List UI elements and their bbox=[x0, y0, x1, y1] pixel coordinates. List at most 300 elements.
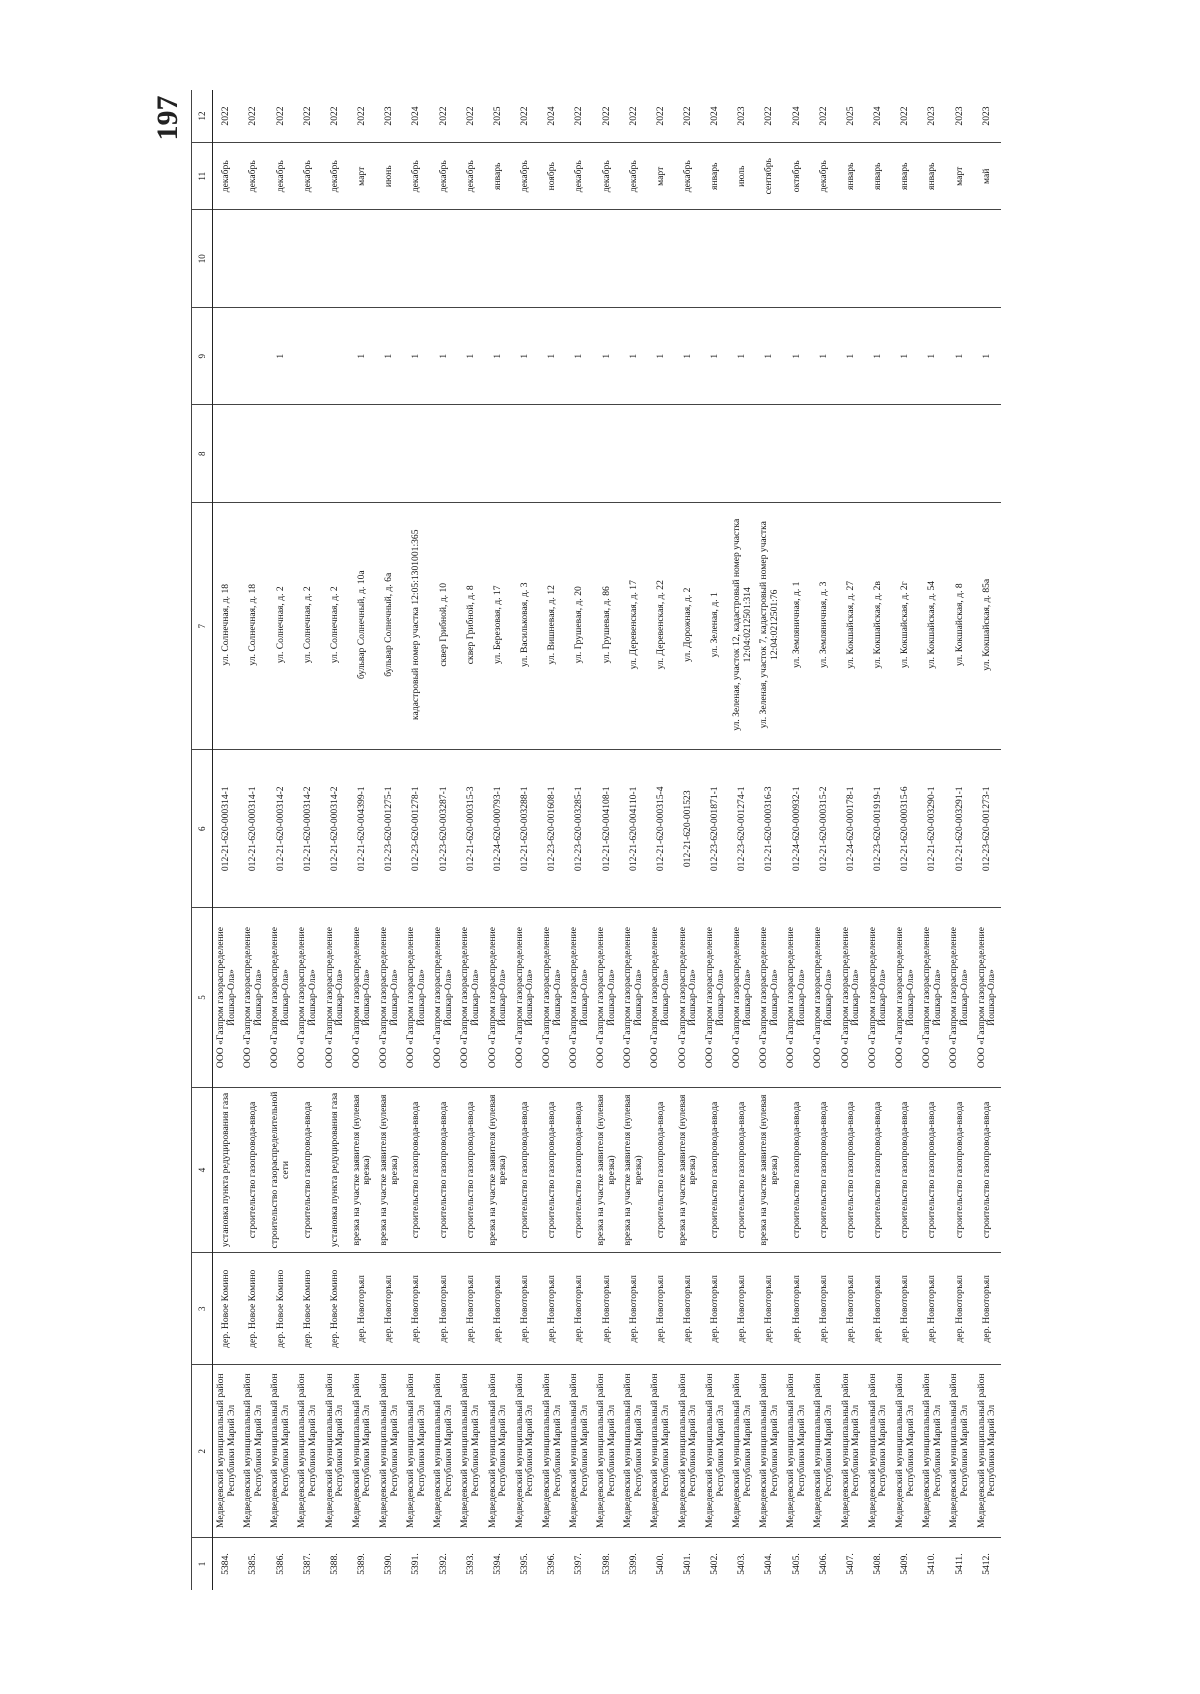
cell-year: 2022 bbox=[811, 90, 838, 143]
cell-col-10 bbox=[485, 210, 512, 308]
cell-year: 2023 bbox=[919, 90, 946, 143]
cell-district: Медведевский муниципальный район Республики Марий Эл bbox=[430, 1365, 457, 1538]
cell-month: январь bbox=[838, 143, 865, 211]
cell-year: 2022 bbox=[566, 90, 593, 143]
table-row bbox=[240, 90, 267, 1590]
cell-col-10 bbox=[322, 210, 349, 308]
cell-application-number: 012-23-620-001871-1 bbox=[702, 750, 729, 908]
cell-col-10 bbox=[566, 210, 593, 308]
cell-application-number: 012-24-620-000932-1 bbox=[783, 750, 810, 908]
cell-application-number: 012-21-620-003290-1 bbox=[919, 750, 946, 908]
cell-organization: ООО «Газпром газораспределение Йошкар-Ола» bbox=[458, 908, 485, 1088]
cell-organization: ООО «Газпром газораспределение Йошкар-Ола» bbox=[349, 908, 376, 1088]
table-row bbox=[322, 90, 349, 1590]
cell-organization: ООО «Газпром газораспределение Йошкар-Ола» bbox=[376, 908, 403, 1088]
cell-district: Медведевский муниципальный район Республики Марий Эл bbox=[267, 1365, 294, 1538]
cell-organization: ООО «Газпром газораспределение Йошкар-Ола» bbox=[974, 908, 1002, 1088]
cell-year: 2023 bbox=[729, 90, 756, 143]
cell-work-type: строительство газопровода-ввода bbox=[729, 1088, 756, 1253]
cell-work-type: строительство газопровода-ввода bbox=[946, 1088, 973, 1253]
cell-year: 2024 bbox=[783, 90, 810, 143]
cell-work-type: врезка на участке заявителя (нулевая врезка) bbox=[620, 1088, 647, 1253]
cell-organization: ООО «Газпром газораспределение Йошкар-Ола» bbox=[512, 908, 539, 1088]
cell-col-10 bbox=[756, 210, 783, 308]
cell-year: 2022 bbox=[593, 90, 620, 143]
cell-col-9: 1 bbox=[974, 308, 1002, 406]
cell-col-8 bbox=[783, 405, 810, 503]
cell-col-9: 1 bbox=[403, 308, 430, 406]
cell-address: кадастровый номер участка 12:05:1301001:365 bbox=[403, 503, 430, 751]
cell-settlement: дер. Новоторъял bbox=[539, 1253, 566, 1366]
cell-settlement: дер. Новоторъял bbox=[593, 1253, 620, 1366]
cell-settlement: дер. Новоторъял bbox=[566, 1253, 593, 1366]
cell-col-10 bbox=[620, 210, 647, 308]
cell-address: ул. Солнечная, д. 2 bbox=[322, 503, 349, 751]
cell-address: сквер Грибной, д. 8 bbox=[458, 503, 485, 751]
cell-organization: ООО «Газпром газораспределение Йошкар-Ола» bbox=[593, 908, 620, 1088]
cell-district: Медведевский муниципальный район Республики Марий Эл bbox=[539, 1365, 566, 1538]
cell-col-8 bbox=[729, 405, 756, 503]
cell-month: декабрь bbox=[213, 143, 241, 211]
cell-row-number: 5400. bbox=[654, 1553, 666, 1575]
cell-address: ул. Грушевая, д. 20 bbox=[566, 503, 593, 751]
cell-col-10 bbox=[865, 210, 892, 308]
cell-col-10 bbox=[213, 210, 241, 308]
cell-year: 2024 bbox=[865, 90, 892, 143]
cell-col-10 bbox=[675, 210, 702, 308]
cell-address: ул. Васильковая, д. 3 bbox=[512, 503, 539, 751]
cell-work-type: строительство газопровода-ввода bbox=[430, 1088, 457, 1253]
cell-address: бульвар Солнечный, д. 10а bbox=[349, 503, 376, 751]
cell-year: 2022 bbox=[322, 90, 349, 143]
cell-application-number: 012-21-620-003288-1 bbox=[512, 750, 539, 908]
table-row bbox=[267, 90, 294, 1590]
cell-month: январь bbox=[892, 143, 919, 211]
cell-organization: ООО «Газпром газораспределение Йошкар-Ола» bbox=[838, 908, 865, 1088]
cell-col-10 bbox=[974, 210, 1002, 308]
table-row bbox=[783, 90, 810, 1590]
cell-settlement: дер. Новоторъял bbox=[349, 1253, 376, 1366]
cell-year: 2022 bbox=[675, 90, 702, 143]
table-row bbox=[892, 90, 919, 1590]
cell-work-type: врезка на участке заявителя (нулевая врезка) bbox=[756, 1088, 783, 1253]
cell-col-9: 1 bbox=[648, 308, 675, 406]
cell-settlement: дер. Новое Комино bbox=[322, 1253, 349, 1366]
cell-district: Медведевский муниципальный район Республики Марий Эл bbox=[946, 1365, 973, 1538]
cell-year: 2022 bbox=[648, 90, 675, 143]
cell-district: Медведевский муниципальный район Республики Марий Эл bbox=[675, 1365, 702, 1538]
cell-application-number: 012-23-620-003287-1 bbox=[430, 750, 457, 908]
cell-work-type: строительство газопровода-ввода bbox=[403, 1088, 430, 1253]
header-cell: 2 bbox=[192, 1365, 213, 1538]
table-body bbox=[192, 90, 1002, 1590]
table-row bbox=[512, 90, 539, 1590]
cell-settlement: дер. Новоторъял bbox=[865, 1253, 892, 1366]
cell-organization: ООО «Газпром газораспределение Йошкар-Ола» bbox=[892, 908, 919, 1088]
cell-address: ул. Солнечная, д. 2 bbox=[267, 503, 294, 751]
cell-organization: ООО «Газпром газораспределение Йошкар-Ола» bbox=[240, 908, 267, 1088]
cell-settlement: дер. Новоторъял bbox=[729, 1253, 756, 1366]
cell-col-8 bbox=[430, 405, 457, 503]
cell-month: январь bbox=[485, 143, 512, 211]
cell-address: ул. Солнечная, д. 2 bbox=[295, 503, 322, 751]
cell-col-8 bbox=[267, 405, 294, 503]
cell-row-number: 5406. bbox=[817, 1553, 829, 1575]
cell-col-9: 1 bbox=[349, 308, 376, 406]
cell-row-number: 5396. bbox=[546, 1553, 558, 1575]
cell-row-number: 5386. bbox=[274, 1553, 286, 1575]
cell-month: январь bbox=[702, 143, 729, 211]
cell-settlement: дер. Новоторъял bbox=[702, 1253, 729, 1366]
cell-col-9: 1 bbox=[620, 308, 647, 406]
cell-settlement: дер. Новоторъял bbox=[892, 1253, 919, 1366]
cell-organization: ООО «Газпром газораспределение Йошкар-Ола» bbox=[756, 908, 783, 1088]
cell-month: март bbox=[946, 143, 973, 211]
cell-address: ул. Земляничная, д. 1 bbox=[783, 503, 810, 751]
cell-col-9: 1 bbox=[485, 308, 512, 406]
cell-address: ул. Зеленая, участок 7, кадастровый номер участка 12:04:0212501:76 bbox=[756, 503, 783, 751]
cell-month: декабрь bbox=[267, 143, 294, 211]
cell-organization: ООО «Газпром газораспределение Йошкар-Ола» bbox=[919, 908, 946, 1088]
table-row bbox=[295, 90, 322, 1590]
table-row bbox=[403, 90, 430, 1590]
header-cell: 1 bbox=[192, 1538, 213, 1591]
cell-row-number: 5402. bbox=[709, 1553, 721, 1575]
cell-settlement: дер. Новоторъял bbox=[838, 1253, 865, 1366]
cell-district: Медведевский муниципальный район Республики Марий Эл bbox=[485, 1365, 512, 1538]
table-row bbox=[376, 90, 403, 1590]
cell-district: Медведевский муниципальный район Республики Марий Эл bbox=[295, 1365, 322, 1538]
cell-month: декабрь bbox=[675, 143, 702, 211]
cell-month: декабрь bbox=[458, 143, 485, 211]
cell-work-type: строительство газопровода-ввода bbox=[892, 1088, 919, 1253]
cell-col-8 bbox=[756, 405, 783, 503]
cell-col-9: 1 bbox=[838, 308, 865, 406]
cell-organization: ООО «Газпром газораспределение Йошкар-Ола» bbox=[566, 908, 593, 1088]
cell-year: 2022 bbox=[512, 90, 539, 143]
cell-col-8 bbox=[919, 405, 946, 503]
cell-organization: ООО «Газпром газораспределение Йошкар-Ола» bbox=[267, 908, 294, 1088]
cell-row-number: 5397. bbox=[573, 1553, 585, 1575]
cell-col-9: 1 bbox=[566, 308, 593, 406]
cell-col-8 bbox=[675, 405, 702, 503]
cell-month: ноябрь bbox=[539, 143, 566, 211]
cell-district: Медведевский муниципальный район Республики Марий Эл bbox=[756, 1365, 783, 1538]
header-cell: 6 bbox=[192, 750, 213, 908]
cell-work-type: строительство газопровода-ввода bbox=[240, 1088, 267, 1253]
cell-col-10 bbox=[729, 210, 756, 308]
header-cell: 3 bbox=[192, 1253, 213, 1366]
cell-col-8 bbox=[322, 405, 349, 503]
cell-address: ул. Кокшайская, д. 54 bbox=[919, 503, 946, 751]
cell-col-9: 1 bbox=[458, 308, 485, 406]
cell-col-8 bbox=[566, 405, 593, 503]
cell-organization: ООО «Газпром газораспределение Йошкар-Ола» bbox=[702, 908, 729, 1088]
cell-settlement: дер. Новоторъял bbox=[946, 1253, 973, 1366]
cell-work-type: установка пункта редуцирования газа bbox=[213, 1088, 241, 1253]
cell-application-number: 012-21-620-000314-1 bbox=[240, 750, 267, 908]
cell-month: июль bbox=[729, 143, 756, 211]
cell-month: март bbox=[648, 143, 675, 211]
cell-month: декабрь bbox=[295, 143, 322, 211]
table-row bbox=[458, 90, 485, 1590]
cell-settlement: дер. Новоторъял bbox=[783, 1253, 810, 1366]
table-row bbox=[430, 90, 457, 1590]
header-cell: 11 bbox=[192, 143, 213, 211]
cell-col-8 bbox=[974, 405, 1002, 503]
cell-application-number: 012-21-620-004110-1 bbox=[620, 750, 647, 908]
table-row bbox=[729, 90, 756, 1590]
cell-row-number: 5407. bbox=[844, 1553, 856, 1575]
cell-col-9: 1 bbox=[702, 308, 729, 406]
cell-row-number: 5391. bbox=[410, 1553, 422, 1575]
header-cell: 8 bbox=[192, 405, 213, 503]
table-row bbox=[566, 90, 593, 1590]
cell-month: декабрь bbox=[811, 143, 838, 211]
cell-month: декабрь bbox=[566, 143, 593, 211]
cell-col-8 bbox=[648, 405, 675, 503]
cell-organization: ООО «Газпром газораспределение Йошкар-Ола» bbox=[213, 908, 241, 1088]
cell-district: Медведевский муниципальный район Республики Марий Эл bbox=[349, 1365, 376, 1538]
cell-district: Медведевский муниципальный район Республики Марий Эл bbox=[811, 1365, 838, 1538]
cell-col-10 bbox=[512, 210, 539, 308]
cell-organization: ООО «Газпром газораспределение Йошкар-Ола» bbox=[322, 908, 349, 1088]
cell-application-number: 012-23-620-001278-1 bbox=[403, 750, 430, 908]
cell-work-type: врезка на участке заявителя (нулевая врезка) bbox=[485, 1088, 512, 1253]
cell-col-8 bbox=[702, 405, 729, 503]
cell-col-9 bbox=[295, 308, 322, 406]
cell-col-9: 1 bbox=[729, 308, 756, 406]
cell-settlement: дер. Новоторъял bbox=[620, 1253, 647, 1366]
cell-application-number: 012-21-620-000314-1 bbox=[213, 750, 241, 908]
cell-district: Медведевский муниципальный район Республики Марий Эл bbox=[322, 1365, 349, 1538]
cell-organization: ООО «Газпром газораспределение Йошкар-Ола» bbox=[620, 908, 647, 1088]
table-row bbox=[946, 90, 973, 1590]
cell-month: май bbox=[974, 143, 1002, 211]
cell-address: ул. Кокшайская, д. 27 bbox=[838, 503, 865, 751]
cell-work-type: строительство газопровода-ввода bbox=[566, 1088, 593, 1253]
cell-year: 2025 bbox=[838, 90, 865, 143]
cell-row-number: 5408. bbox=[872, 1553, 884, 1575]
cell-work-type: строительство газопровода-ввода bbox=[783, 1088, 810, 1253]
cell-application-number: 012-21-620-000315-4 bbox=[648, 750, 675, 908]
cell-work-type: врезка на участке заявителя (нулевая врезка) bbox=[376, 1088, 403, 1253]
cell-settlement: дер. Новоторъял bbox=[485, 1253, 512, 1366]
cell-col-10 bbox=[295, 210, 322, 308]
cell-year: 2022 bbox=[349, 90, 376, 143]
cell-row-number: 5403. bbox=[736, 1553, 748, 1575]
cell-row-number: 5398. bbox=[600, 1553, 612, 1575]
cell-col-10 bbox=[919, 210, 946, 308]
cell-row-number: 5395. bbox=[519, 1553, 531, 1575]
cell-col-10 bbox=[783, 210, 810, 308]
cell-year: 2024 bbox=[403, 90, 430, 143]
cell-col-9: 1 bbox=[675, 308, 702, 406]
table-row bbox=[485, 90, 512, 1590]
cell-work-type: врезка на участке заявителя (нулевая врезка) bbox=[349, 1088, 376, 1253]
cell-col-10 bbox=[811, 210, 838, 308]
cell-address: ул. Кокшайская, д. 2г bbox=[892, 503, 919, 751]
cell-settlement: дер. Новое Комино bbox=[213, 1253, 241, 1366]
cell-col-8 bbox=[865, 405, 892, 503]
table-row bbox=[675, 90, 702, 1590]
cell-row-number: 5410. bbox=[926, 1553, 938, 1575]
cell-settlement: дер. Новоторъял bbox=[974, 1253, 1002, 1366]
cell-month: декабрь bbox=[593, 143, 620, 211]
cell-month: январь bbox=[865, 143, 892, 211]
cell-district: Медведевский муниципальный район Республики Марий Эл bbox=[240, 1365, 267, 1538]
cell-work-type: строительство газопровода-ввода bbox=[865, 1088, 892, 1253]
rotated-table-container bbox=[191, 90, 1001, 1590]
cell-address: ул. Зеленая, д. 1 bbox=[702, 503, 729, 751]
cell-year: 2023 bbox=[946, 90, 973, 143]
cell-settlement: дер. Новоторъял bbox=[430, 1253, 457, 1366]
cell-col-8 bbox=[376, 405, 403, 503]
table-row bbox=[974, 90, 1002, 1590]
cell-organization: ООО «Газпром газораспределение Йошкар-Ола» bbox=[403, 908, 430, 1088]
cell-col-10 bbox=[539, 210, 566, 308]
cell-application-number: 012-23-620-001919-1 bbox=[865, 750, 892, 908]
cell-application-number: 012-21-620-000315-6 bbox=[892, 750, 919, 908]
cell-col-8 bbox=[946, 405, 973, 503]
cell-col-10 bbox=[838, 210, 865, 308]
header-cell: 9 bbox=[192, 308, 213, 406]
cell-district: Медведевский муниципальный район Республики Марий Эл bbox=[458, 1365, 485, 1538]
cell-col-10 bbox=[702, 210, 729, 308]
cell-work-type: строительство газопровода-ввода bbox=[838, 1088, 865, 1253]
cell-col-10 bbox=[267, 210, 294, 308]
cell-application-number: 012-23-620-001608-1 bbox=[539, 750, 566, 908]
cell-address: ул. Деревенская, д. 17 bbox=[620, 503, 647, 751]
cell-row-number: 5389. bbox=[356, 1553, 368, 1575]
header-cell: 5 bbox=[192, 908, 213, 1088]
cell-district: Медведевский муниципальный район Республики Марий Эл bbox=[919, 1365, 946, 1538]
cell-col-8 bbox=[811, 405, 838, 503]
cell-year: 2024 bbox=[702, 90, 729, 143]
cell-work-type: строительство газопровода-ввода bbox=[295, 1088, 322, 1253]
cell-organization: ООО «Газпром газораспределение Йошкар-Ола» bbox=[485, 908, 512, 1088]
cell-col-8 bbox=[892, 405, 919, 503]
cell-year: 2023 bbox=[974, 90, 1002, 143]
cell-row-number: 5394. bbox=[491, 1553, 503, 1575]
cell-col-10 bbox=[593, 210, 620, 308]
cell-application-number: 012-24-620-000793-1 bbox=[485, 750, 512, 908]
table-row bbox=[648, 90, 675, 1590]
cell-address: бульвар Солнечный, д. 6а bbox=[376, 503, 403, 751]
cell-application-number: 012-21-620-000314-2 bbox=[322, 750, 349, 908]
cell-application-number: 012-21-620-001523 bbox=[675, 750, 702, 908]
cell-row-number: 5401. bbox=[681, 1553, 693, 1575]
cell-col-9: 1 bbox=[593, 308, 620, 406]
cell-col-8 bbox=[349, 405, 376, 503]
cell-month: декабрь bbox=[322, 143, 349, 211]
cell-row-number: 5405. bbox=[790, 1553, 802, 1575]
cell-col-8 bbox=[458, 405, 485, 503]
cell-col-9: 1 bbox=[919, 308, 946, 406]
cell-work-type: врезка на участке заявителя (нулевая врезка) bbox=[675, 1088, 702, 1253]
cell-district: Медведевский муниципальный район Республики Марий Эл bbox=[783, 1365, 810, 1538]
cell-col-8 bbox=[240, 405, 267, 503]
table-header-row bbox=[192, 90, 213, 1590]
cell-work-type: строительство газопровода-ввода bbox=[648, 1088, 675, 1253]
cell-year: 2022 bbox=[620, 90, 647, 143]
cell-application-number: 012-21-620-004108-1 bbox=[593, 750, 620, 908]
cell-col-8 bbox=[213, 405, 241, 503]
cell-col-9: 1 bbox=[267, 308, 294, 406]
cell-col-9: 1 bbox=[865, 308, 892, 406]
cell-address: ул. Вишневая, д. 12 bbox=[539, 503, 566, 751]
cell-year: 2022 bbox=[430, 90, 457, 143]
cell-work-type: строительство газопровода-ввода bbox=[974, 1088, 1002, 1253]
cell-settlement: дер. Новоторъял bbox=[675, 1253, 702, 1366]
cell-district: Медведевский муниципальный район Республики Марий Эл bbox=[593, 1365, 620, 1538]
cell-work-type: строительство газопровода-ввода bbox=[919, 1088, 946, 1253]
cell-application-number: 012-21-620-004399-1 bbox=[349, 750, 376, 908]
cell-col-10 bbox=[349, 210, 376, 308]
cell-settlement: дер. Новое Комино bbox=[267, 1253, 294, 1366]
cell-district: Медведевский муниципальный район Республики Марий Эл bbox=[702, 1365, 729, 1538]
cell-row-number: 5411. bbox=[953, 1553, 965, 1575]
cell-month: июнь bbox=[376, 143, 403, 211]
cell-month: декабрь bbox=[240, 143, 267, 211]
cell-address: ул. Солнечная, д. 18 bbox=[240, 503, 267, 751]
cell-year: 2022 bbox=[756, 90, 783, 143]
cell-district: Медведевский муниципальный район Республики Марий Эл bbox=[648, 1365, 675, 1538]
cell-col-9: 1 bbox=[892, 308, 919, 406]
cell-settlement: дер. Новоторъял bbox=[376, 1253, 403, 1366]
cell-col-9 bbox=[213, 308, 241, 406]
cell-organization: ООО «Газпром газораспределение Йошкар-Ола» bbox=[783, 908, 810, 1088]
cell-address: ул. Солнечная, д. 18 bbox=[213, 503, 241, 751]
cell-organization: ООО «Газпром газораспределение Йошкар-Ола» bbox=[729, 908, 756, 1088]
cell-address: ул. Кокшайская, д. 2в bbox=[865, 503, 892, 751]
cell-application-number: 012-21-620-000315-3 bbox=[458, 750, 485, 908]
cell-row-number: 5409. bbox=[899, 1553, 911, 1575]
cell-application-number: 012-21-620-000314-2 bbox=[295, 750, 322, 908]
cell-address: ул. Березовая, д. 17 bbox=[485, 503, 512, 751]
table-row bbox=[811, 90, 838, 1590]
cell-district: Медведевский муниципальный район Республики Марий Эл bbox=[403, 1365, 430, 1538]
cell-col-9: 1 bbox=[756, 308, 783, 406]
cell-work-type: строительство газораспределительной сети bbox=[267, 1088, 294, 1253]
cell-settlement: дер. Новоторъял bbox=[919, 1253, 946, 1366]
cell-col-10 bbox=[648, 210, 675, 308]
cell-row-number: 5384. bbox=[220, 1553, 232, 1575]
cell-year: 2022 bbox=[892, 90, 919, 143]
cell-col-9 bbox=[322, 308, 349, 406]
table-row bbox=[213, 90, 241, 1590]
cell-address: ул. Деревенская, д. 22 bbox=[648, 503, 675, 751]
cell-col-8 bbox=[539, 405, 566, 503]
cell-settlement: дер. Новоторъял bbox=[756, 1253, 783, 1366]
cell-district: Медведевский муниципальный район Республики Марий Эл bbox=[376, 1365, 403, 1538]
header-cell: 12 bbox=[192, 90, 213, 143]
cell-organization: ООО «Газпром газораспределение Йошкар-Ола» bbox=[865, 908, 892, 1088]
table-row bbox=[756, 90, 783, 1590]
cell-district: Медведевский муниципальный район Республики Марий Эл bbox=[865, 1365, 892, 1538]
cell-row-number: 5412. bbox=[980, 1553, 992, 1575]
cell-year: 2022 bbox=[267, 90, 294, 143]
cell-month: декабрь bbox=[620, 143, 647, 211]
table-row bbox=[702, 90, 729, 1590]
cell-organization: ООО «Газпром газораспределение Йошкар-Ола» bbox=[648, 908, 675, 1088]
cell-work-type: строительство газопровода-ввода bbox=[512, 1088, 539, 1253]
cell-district: Медведевский муниципальный район Республики Марий Эл bbox=[566, 1365, 593, 1538]
cell-settlement: дер. Новоторъял bbox=[648, 1253, 675, 1366]
page-number: 197 bbox=[151, 95, 184, 141]
cell-col-10 bbox=[240, 210, 267, 308]
cell-month: сентябрь bbox=[756, 143, 783, 211]
